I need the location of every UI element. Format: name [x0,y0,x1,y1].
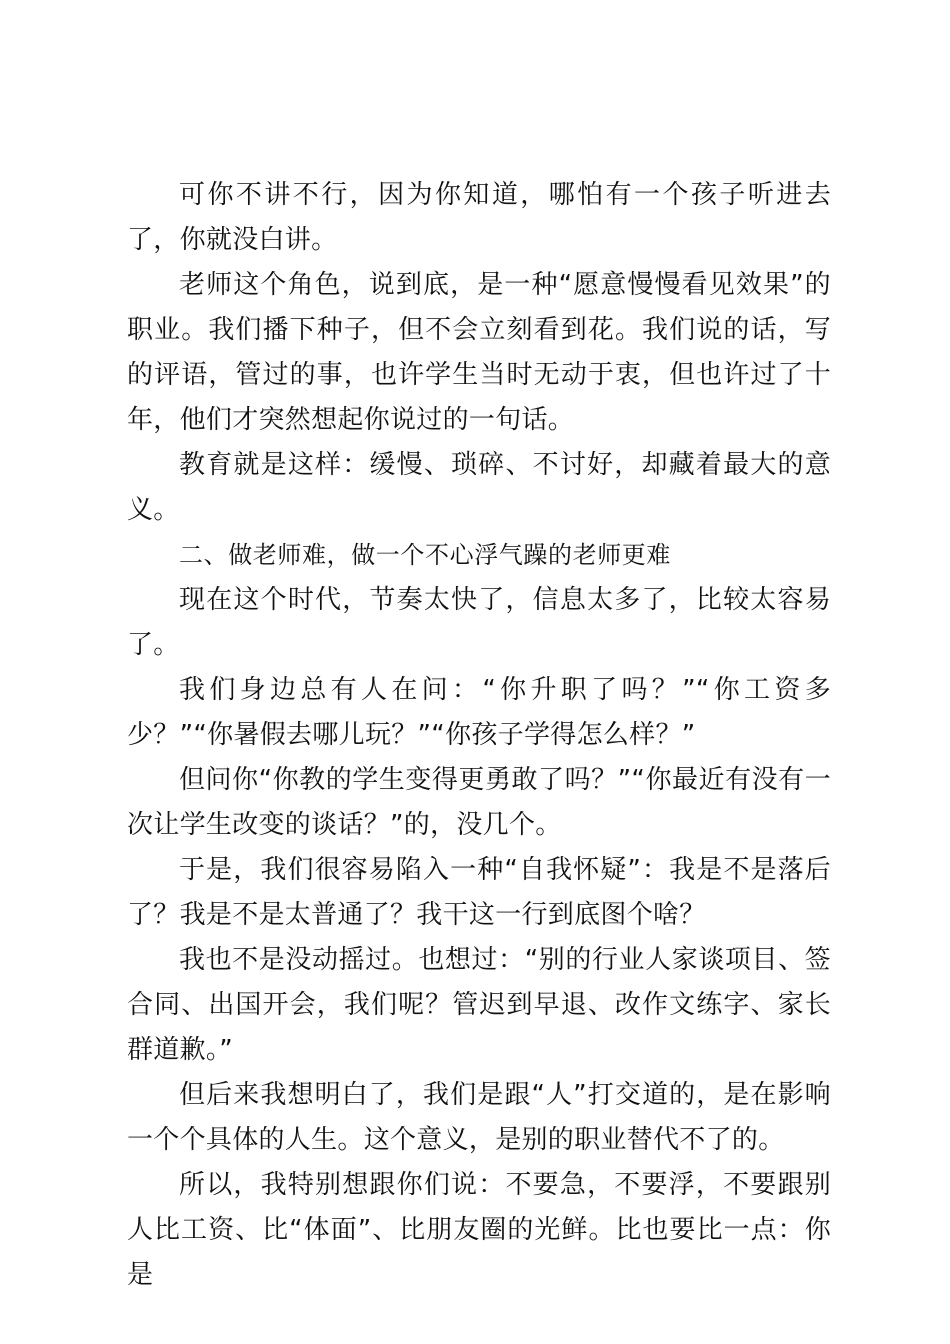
document-body [127,173,831,1298]
paragraph-9: 但后来我想明白了，我们是跟“人”打交道的，是在影响一个个具体的人生。这个意义，是别的职业替代不了的。 [127,1080,831,1155]
paragraph-3: 教育就是这样：缓慢、琐碎、不讨好，却藏着最大的意义。 [127,450,831,525]
paragraph-1: 可你不讲不行，因为你知道，哪怕有一个孩子听进去了，你就没白讲。 [127,180,831,255]
section-heading: 二、做老师难，做一个不心浮气躁的老师更难 [179,541,671,569]
paragraph-8: 我也不是没动摇过。也想过：“别的行业人家谈项目、签合同、出国开会，我们呢？管迟到早退、改作文练字、家长群道歉。” [127,945,831,1065]
paragraph-2: 老师这个角色，说到底，是一种“愿意慢慢看见效果”的职业。我们播下种子，但不会立刻看到花。我们说的话，写的评语，管过的事，也许学生当时无动于衷，但也许过了十年，他们才突然想起你说过的一句话。 [127,270,831,435]
paragraph-10: 所以，我特别想跟你们说：不要急，不要浮，不要跟别人比工资、比“体面”、比朋友圈的光鲜。比也要比一点：你是 [127,1170,831,1290]
paragraph-6: 但问你“你教的学生变得更勇敢了吗？”“你最近有没有一次让学生改变的谈话？”的，没几个。 [127,765,831,840]
paragraph-7: 于是，我们很容易陷入一种“自我怀疑”：我是不是落后了？我是不是太普通了？我干这一行到底图个啥？ [127,855,831,930]
paragraph-5: 我们身边总有人在问：“你升职了吗？”“你工资多少？”“你暑假去哪儿玩？”“你孩子学得怎么样？” [127,675,831,750]
paragraph-4: 现在这个时代，节奏太快了，信息太多了，比较太容易了。 [127,585,831,660]
